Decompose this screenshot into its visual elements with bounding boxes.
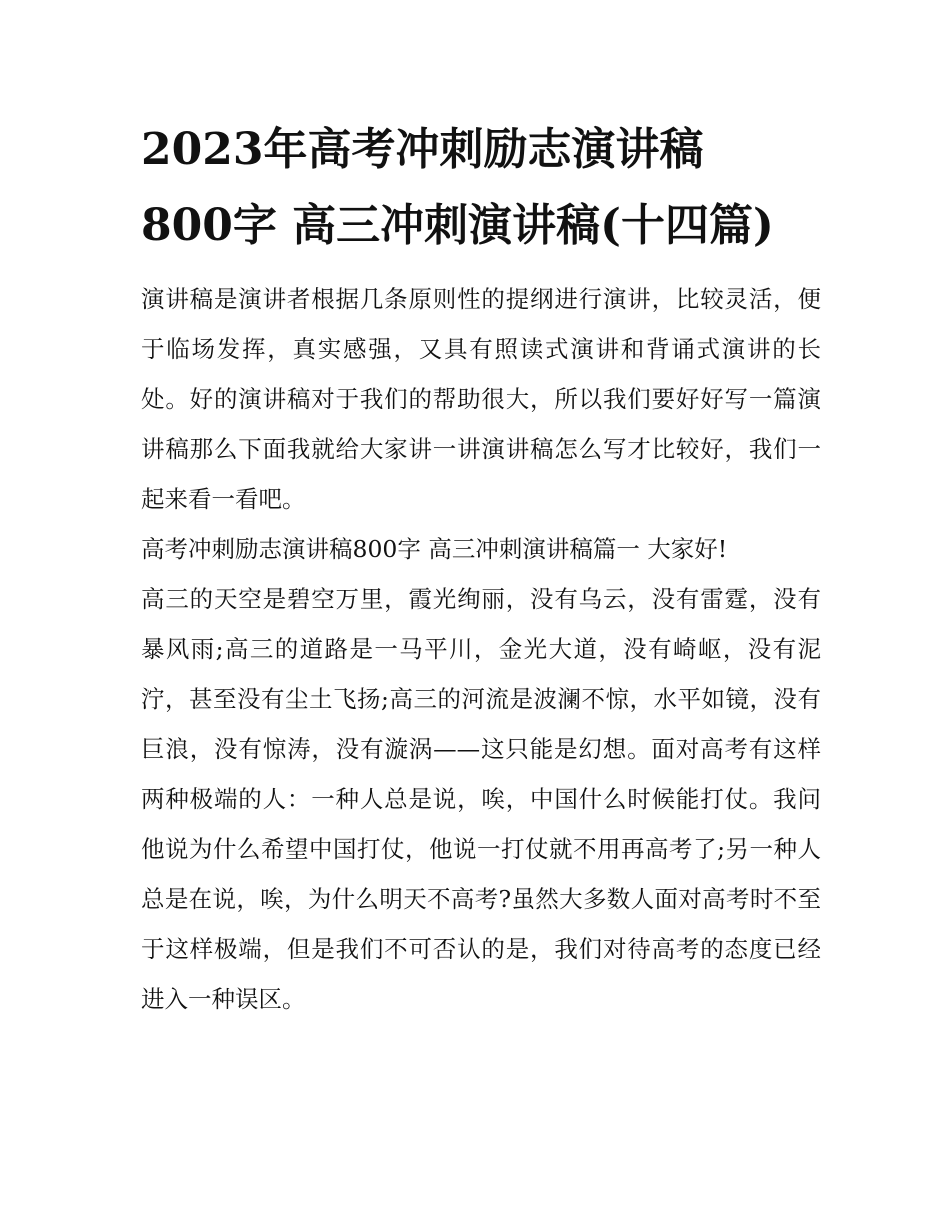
intro-paragraph: 演讲稿是演讲者根据几条原则性的提纲进行演讲，比较灵活，便于临场发挥，真实感强，又具有照读式演讲和背诵式演讲的长处。好的演讲稿对于我们的帮助很大，所以我们要好好写一篇演讲稿那么下面我就给大家讲一讲演讲稿怎么写才比较好，我们一起来看一看吧。 xyxy=(141,285,821,513)
document-title: 2023年高考冲刺励志演讲稿800字 高三冲刺演讲稿(十四篇) xyxy=(141,124,774,251)
section-heading: 高考冲刺励志演讲稿800字 高三冲刺演讲稿篇一 大家好! xyxy=(141,535,728,563)
body-paragraph: 高三的天空是碧空万里，霞光绚丽，没有乌云，没有雷霆，没有暴风雨;高三的道路是一马平川，金光大道，没有崎岖，没有泥泞，甚至没有尘土飞扬;高三的河流是波澜不惊，水平如镜，没有巨浪，没有惊涛，没有漩涡——这只能是幻想。面对高考有这样两种极端的人：一种人总是说，唉，中国什么时候能打仗。我问他说为什么希望中国打仗，他说一打仗就不用再高考了;另一种人总是在说，唉，为什么明天不高考?虽然大多数人面对高考时不至于这样极端，但是我们不可否认的是，我们对待高考的态度已经进入一种误区。 xyxy=(141,585,821,1013)
document-content xyxy=(141,112,821,1024)
